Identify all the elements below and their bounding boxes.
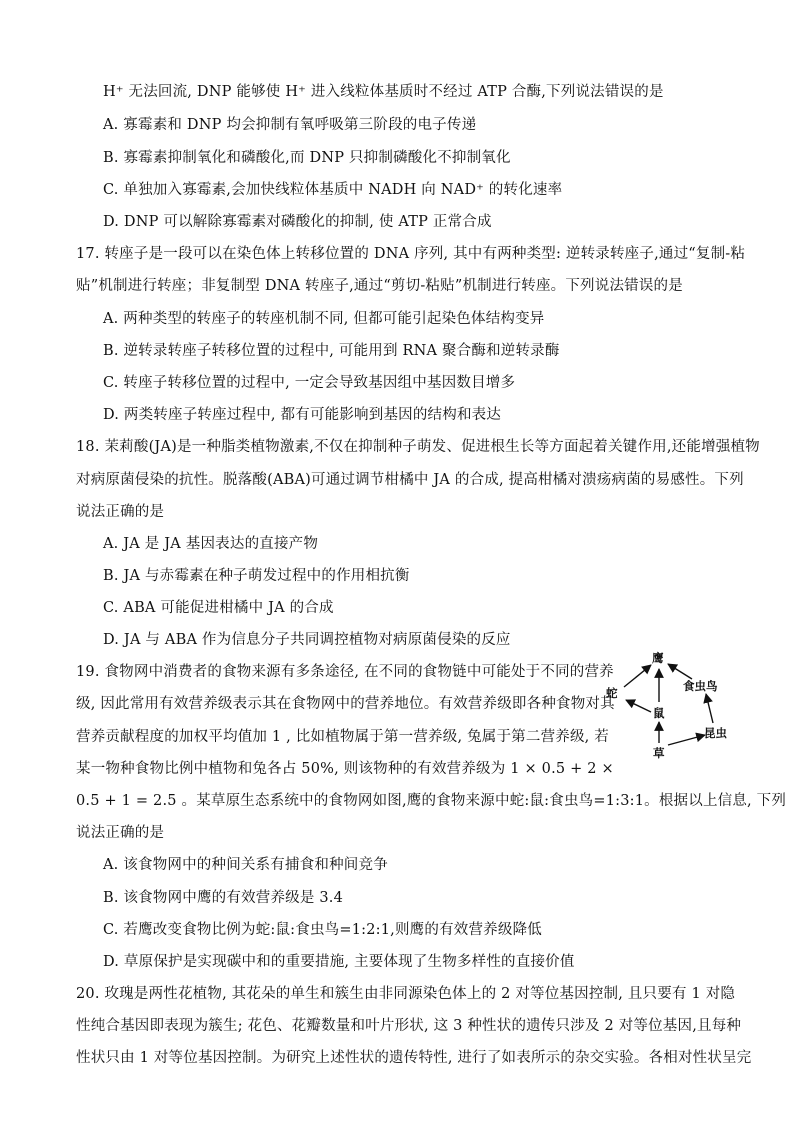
q18-option-d: D. JA 与 ABA 作为信息分子共同调控植物对病原菌侵染的反应 bbox=[103, 632, 511, 648]
q17-option-c: C. 转座子转移位置的过程中, 一定会导致基因组中基因数目增多 bbox=[103, 375, 516, 391]
q17-option-a: A. 两种类型的转座子的转座机制不同, 但都可能引起染色体结构变异 bbox=[103, 311, 545, 327]
food-web-diagram bbox=[600, 645, 730, 765]
q17-option-d: D. 两类转座子转座过程中, 都有可能影响到基因的结构和表达 bbox=[103, 407, 502, 423]
q19-stem-line-2: 级, 因此常用有效营养级表示其在食物网中的营养地位。有效营养级即各种食物对其 bbox=[76, 696, 615, 712]
q20-stem-line-1: 20. 玫瑰是两性花植物, 其花朵的单生和簇生由非同源染色体上的 2 对等位基因控制, 且只要有 1 对隐 bbox=[76, 986, 736, 1002]
q16-option-d: D. DNP 可以解除寡霉素对磷酸化的抑制, 使 ATP 正常合成 bbox=[103, 214, 492, 230]
edge-insect-to-bird bbox=[706, 694, 713, 723]
node-eagle: 鹰 bbox=[652, 651, 664, 665]
q18-stem-line-1: 18. 茉莉酸(JA)是一种脂类植物激素,不仅在抑制种子萌发、促进根生长等方面起着关键作用,还能增强植物 bbox=[76, 439, 760, 455]
q17-stem-line-1: 17. 转座子是一段可以在染色体上转移位置的 DNA 序列, 其中有两种类型: 逆转录转座子,通过“复制-粘 bbox=[76, 246, 746, 262]
q19-option-a: A. 该食物网中的种间关系有捕食和种间竞争 bbox=[103, 857, 388, 873]
node-bird: 食虫鸟 bbox=[683, 679, 718, 693]
q19-option-c: C. 若鹰改变食物比例为蛇:鼠:食虫鸟=1:2:1,则鹰的有效营养级降低 bbox=[103, 922, 542, 938]
q17-stem-line-2: 贴”机制进行转座；非复制型 DNA 转座子,通过“剪切-粘贴”机制进行转座。下列说法错误的是 bbox=[76, 278, 683, 294]
q19-option-d: D. 草原保护是实现碳中和的重要措施, 主要体现了生物多样性的直接价值 bbox=[103, 954, 575, 970]
q18-stem-line-3: 说法正确的是 bbox=[76, 504, 165, 520]
node-grass: 草 bbox=[653, 746, 665, 760]
q19-stem-line-5: 0.5 + 1 = 2.5 。某草原生态系统中的食物网如图,鹰的食物来源中蛇:鼠:食虫鸟=1:3:1。根据以上信息, 下列 bbox=[76, 793, 787, 809]
q19-stem-line-1: 19. 食物网中消费者的食物来源有多条途径, 在不同的食物链中可能处于不同的营养 bbox=[76, 664, 614, 680]
q16-stem-cont: H⁺ 无法回流, DNP 能够使 H⁺ 进入线粒体基质时不经过 ATP 合酶,下列说法错误的是 bbox=[103, 84, 664, 100]
q16-option-a: A. 寡霉素和 DNP 均会抑制有氧呼吸第三阶段的电子传递 bbox=[103, 117, 477, 133]
q19-stem-line-6: 说法正确的是 bbox=[76, 825, 165, 841]
q19-option-b: B. 该食物网中鹰的有效营养级是 3.4 bbox=[103, 890, 344, 906]
q17-option-b: B. 逆转录转座子转移位置的过程中, 可能用到 RNA 聚合酶和逆转录酶 bbox=[103, 343, 560, 359]
q16-option-b: B. 寡霉素抑制氧化和磷酸化,而 DNP 只抑制磷酸化不抑制氧化 bbox=[103, 150, 511, 166]
node-mouse: 鼠 bbox=[653, 706, 665, 720]
q18-option-b: B. JA 与赤霉素在种子萌发过程中的作用相抗衡 bbox=[103, 568, 410, 584]
q18-option-a: A. JA 是 JA 基因表达的直接产物 bbox=[103, 536, 319, 552]
node-snake: 蛇 bbox=[606, 686, 618, 700]
edge-mouse-to-snake bbox=[626, 700, 651, 712]
q18-stem-line-2: 对病原菌侵染的抗性。脱落酸(ABA)可通过调节柑橘中 JA 的合成, 提高柑橘对溃疡病菌的易感性。下列 bbox=[76, 472, 744, 488]
q19-stem-line-4: 某一物种食物比例中植物和兔各占 50%, 则该物种的有效营养级为 1 × 0.5 + 2 × bbox=[76, 761, 614, 777]
q16-option-c: C. 单独加入寡霉素,会加快线粒体基质中 NADH 向 NAD⁺ 的转化速率 bbox=[103, 182, 563, 198]
node-insect: 昆虫 bbox=[704, 726, 727, 740]
edge-bird-to-eagle bbox=[668, 664, 692, 679]
edge-snake-to-eagle bbox=[624, 665, 651, 687]
q20-stem-line-2: 性纯合基因即表现为簇生; 花色、花瓣数量和叶片形状, 这 3 种性状的遗传只涉及 2 对等位基因,且每种 bbox=[76, 1018, 742, 1034]
q18-option-c: C. ABA 可能促进柑橘中 JA 的合成 bbox=[103, 600, 334, 616]
edge-grass-to-insect bbox=[668, 735, 705, 745]
q19-stem-line-3: 营养贡献程度的加权平均值加 1 , 比如植物属于第一营养级, 兔属于第二营养级, 若 bbox=[76, 729, 609, 745]
q20-stem-line-3: 性状只由 1 对等位基因控制。为研究上述性状的遗传特性, 进行了如表所示的杂交实验。各相对性状呈完 bbox=[76, 1050, 752, 1066]
